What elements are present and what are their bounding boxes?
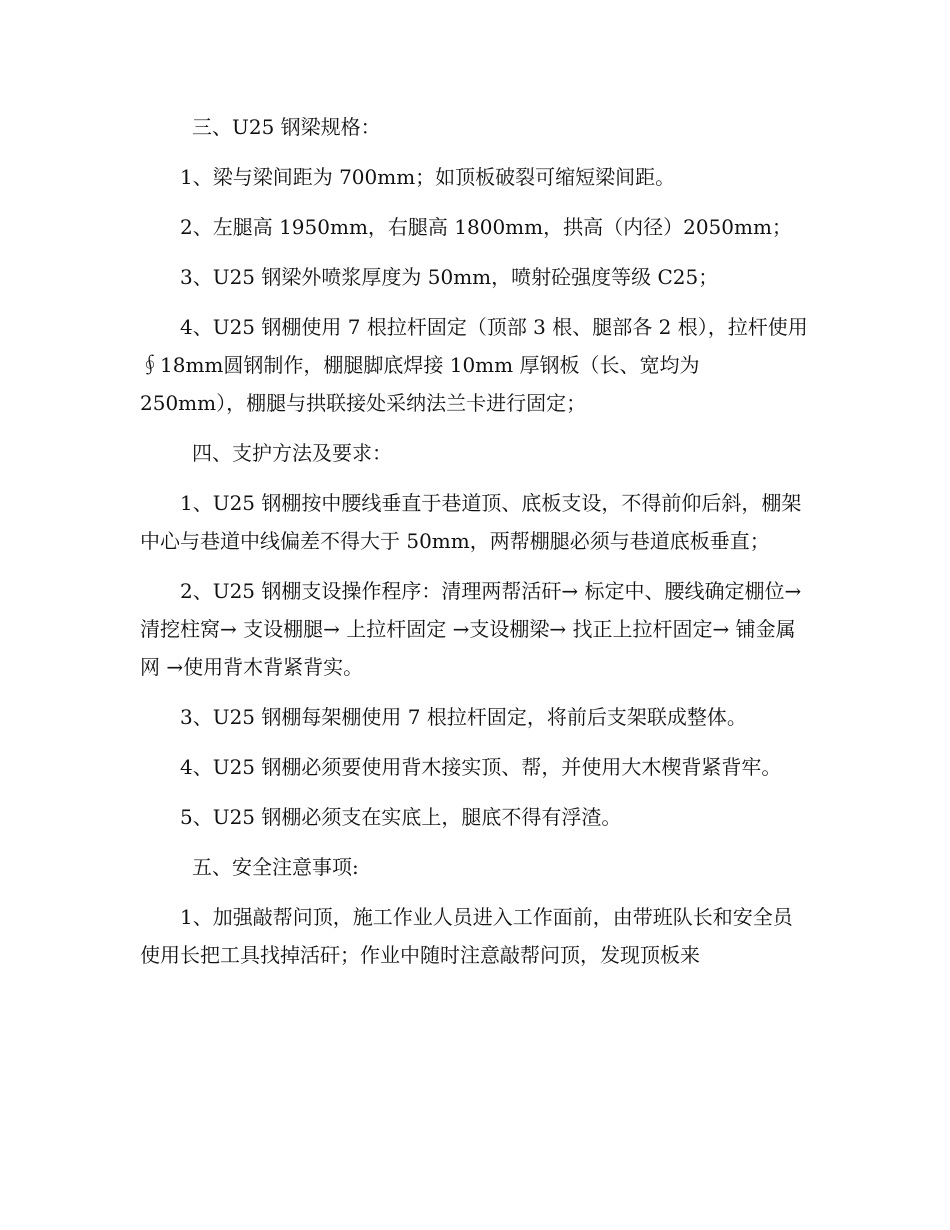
paragraph-beam-spacing: 1、梁与梁间距为 700mm；如顶板破裂可缩短梁间距。 bbox=[180, 165, 676, 189]
paragraph-solid-base: 5、U25 钢棚必须支在实底上，腿底不得有浮渣。 bbox=[180, 805, 622, 829]
paragraph-shotcrete: 3、U25 钢梁外喷浆厚度为 50mm，喷射砼强度等级 C25； bbox=[180, 265, 719, 289]
paragraph-leg-height: 2、左腿高 1950mm，右腿高 1800mm，拱高（内径）2050mm； bbox=[180, 215, 792, 239]
paragraph-procedure: 2、U25 钢棚支设操作程序：清理两帮活矸→ 标定中、腰线确定棚位→ 清挖柱窝→ 支设棚腿→ 上拉杆固定 →支设棚梁→ 找正上拉杆固定→ 铺金属网 →使用背木背紧背实。 bbox=[140, 579, 808, 679]
paragraph-vertical-setup: 1、U25 钢棚按中腰线垂直于巷道顶、底板支设，不得前仰后斜，棚架中心与巷道中线偏差不得大于 50mm，两帮棚腿必须与巷道底板垂直； bbox=[140, 491, 802, 553]
section-heading-u25-beam-spec: 三、U25 钢梁规格： bbox=[192, 115, 381, 139]
paragraph-tie-rods: 4、U25 钢棚使用 7 根拉杆固定（顶部 3 根、腿部各 2 根），拉杆使用∮18mm圆钢制作，棚腿脚底焊接 10mm 厚钢板（长、宽均为 250mm），棚腿与拱联接处采纳法兰卡进行固定； bbox=[140, 315, 808, 415]
paragraph-roof-check: 1、加强敲帮问顶，施工作业人员进入工作面前，由带班队长和安全员使用长把工具找掉活矸；作业中随时注意敲帮问顶，发现顶板来 bbox=[140, 905, 793, 967]
section-heading-safety: 五、安全注意事项: bbox=[192, 855, 359, 879]
document-body bbox=[140, 108, 810, 974]
section-heading-support-method: 四、支护方法及要求： bbox=[192, 441, 392, 465]
paragraph-tie-rods-per-frame: 3、U25 钢棚每架棚使用 7 根拉杆固定，将前后支架联成整体。 bbox=[180, 705, 747, 729]
paragraph-backing-wood: 4、U25 钢棚必须要使用背木接实顶、帮，并使用大木楔背紧背牢。 bbox=[180, 755, 782, 779]
